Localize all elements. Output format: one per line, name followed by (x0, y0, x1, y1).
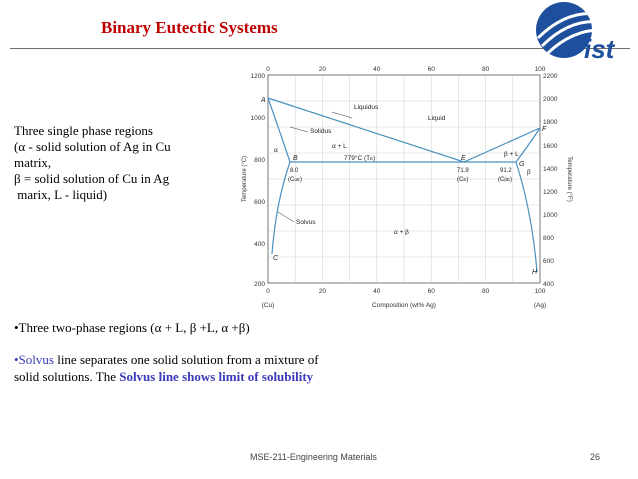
bottom-tick-20: 20 (318, 288, 327, 295)
beta-liquid-label: β + L (504, 151, 519, 158)
beta-region-label: β (527, 169, 531, 176)
alpha-beta-region-label: α + β (394, 229, 409, 236)
left-tick-1200: 1200 (250, 73, 265, 80)
eutectic-temperature-label: 779°C (TE) (344, 155, 376, 162)
single-phase-description (14, 123, 219, 203)
y-axis-label-celsius: Temperature (°C) (242, 155, 248, 203)
liquidus-label: Liquidus (354, 104, 379, 111)
top-tick-40: 40 (373, 66, 381, 73)
solvus-label: Solvus (296, 219, 316, 226)
slide-title: Binary Eutectic Systems (101, 18, 278, 37)
right-tick-1600: 1600 (543, 143, 558, 150)
solvus-limit-emphasis: Solvus line shows limit of solubility (119, 369, 314, 384)
solvus-beta-line (516, 162, 537, 272)
right-tick-1000: 1000 (543, 212, 558, 219)
bottom-tick-0: 0 (266, 288, 270, 295)
bottom-axis-ag: (Ag) (533, 302, 547, 309)
solvus-keyword: •Solvus (14, 352, 54, 367)
point-e: E (461, 155, 466, 162)
right-tick-400: 400 (543, 281, 554, 288)
point-c: C (273, 255, 279, 262)
right-tick-600: 600 (543, 258, 554, 265)
composition-b-value: 8.0 (290, 168, 299, 174)
top-tick-20: 20 (318, 66, 327, 73)
single-phase-line-5: marix, L - liquid) (14, 187, 108, 202)
bottom-tick-100: 100 (534, 288, 546, 295)
phase-diagram (232, 62, 574, 316)
composition-e-value: 71.9 (457, 168, 469, 174)
right-tick-2000: 2000 (543, 96, 558, 103)
top-tick-80: 80 (481, 66, 490, 73)
solidus-label: Solidus (310, 128, 332, 135)
top-tick-0: 0 (266, 66, 270, 73)
top-tick-100: 100 (534, 66, 546, 73)
liquid-label: Liquid (428, 115, 446, 122)
single-phase-line-2: (α - solid solution of Ag in Cu (14, 139, 171, 154)
solvus-description (14, 351, 334, 385)
left-tick-600: 600 (254, 199, 265, 206)
top-tick-60: 60 (427, 66, 435, 73)
solidus-alpha-line (268, 98, 290, 162)
y-axis-label-fahrenheit: Temperature (°F) (566, 156, 572, 202)
solvus-description-rest: line separates one solid solution from a mixture of (53, 352, 319, 367)
single-phase-line-4: β = solid solution of Cu in Ag (14, 171, 170, 186)
left-tick-800: 800 (254, 157, 265, 164)
composition-e-symbol: (CE) (457, 177, 469, 183)
point-a: A (261, 97, 266, 104)
solvus-description-line3: solid solutions. The (14, 369, 120, 384)
alpha-liquid-label: α + L (332, 143, 347, 150)
logo-text: ist (584, 34, 615, 64)
composition-g-symbol: (CβE) (498, 177, 512, 183)
two-phase-bullet: •Three two-phase regions (α + L, β +L, α +β) (14, 320, 250, 335)
single-phase-line-3: matrix, (14, 155, 52, 170)
x-axis-label: Composition (wt% Ag) (372, 302, 436, 309)
bottom-tick-40: 40 (373, 288, 381, 295)
left-tick-400: 400 (254, 241, 265, 248)
composition-b-symbol: (CαE) (288, 177, 302, 183)
right-tick-800: 800 (543, 235, 554, 242)
solvus-alpha-line (272, 162, 290, 254)
footer-course-label: MSE-211-Engineering Materials (250, 452, 377, 462)
point-h: H (532, 269, 538, 276)
single-phase-line-1: Three single phase regions (14, 123, 153, 138)
right-tick-1800: 1800 (543, 119, 558, 126)
right-tick-1400: 1400 (543, 166, 558, 173)
right-tick-2200: 2200 (543, 73, 558, 80)
point-g: G (519, 161, 525, 168)
point-f: F (542, 126, 547, 133)
right-tick-1200: 1200 (543, 189, 558, 196)
bottom-axis-cu: (Cu) (261, 302, 275, 309)
alpha-region-label: α (274, 147, 278, 154)
left-tick-200: 200 (254, 281, 265, 288)
point-b: B (293, 155, 298, 162)
bottom-tick-60: 60 (427, 288, 435, 295)
page-number: 26 (590, 452, 601, 462)
ist-logo (522, 0, 638, 66)
composition-g-value: 91.2 (500, 168, 512, 174)
left-tick-1000: 1000 (250, 115, 265, 122)
bottom-tick-80: 80 (481, 288, 490, 295)
